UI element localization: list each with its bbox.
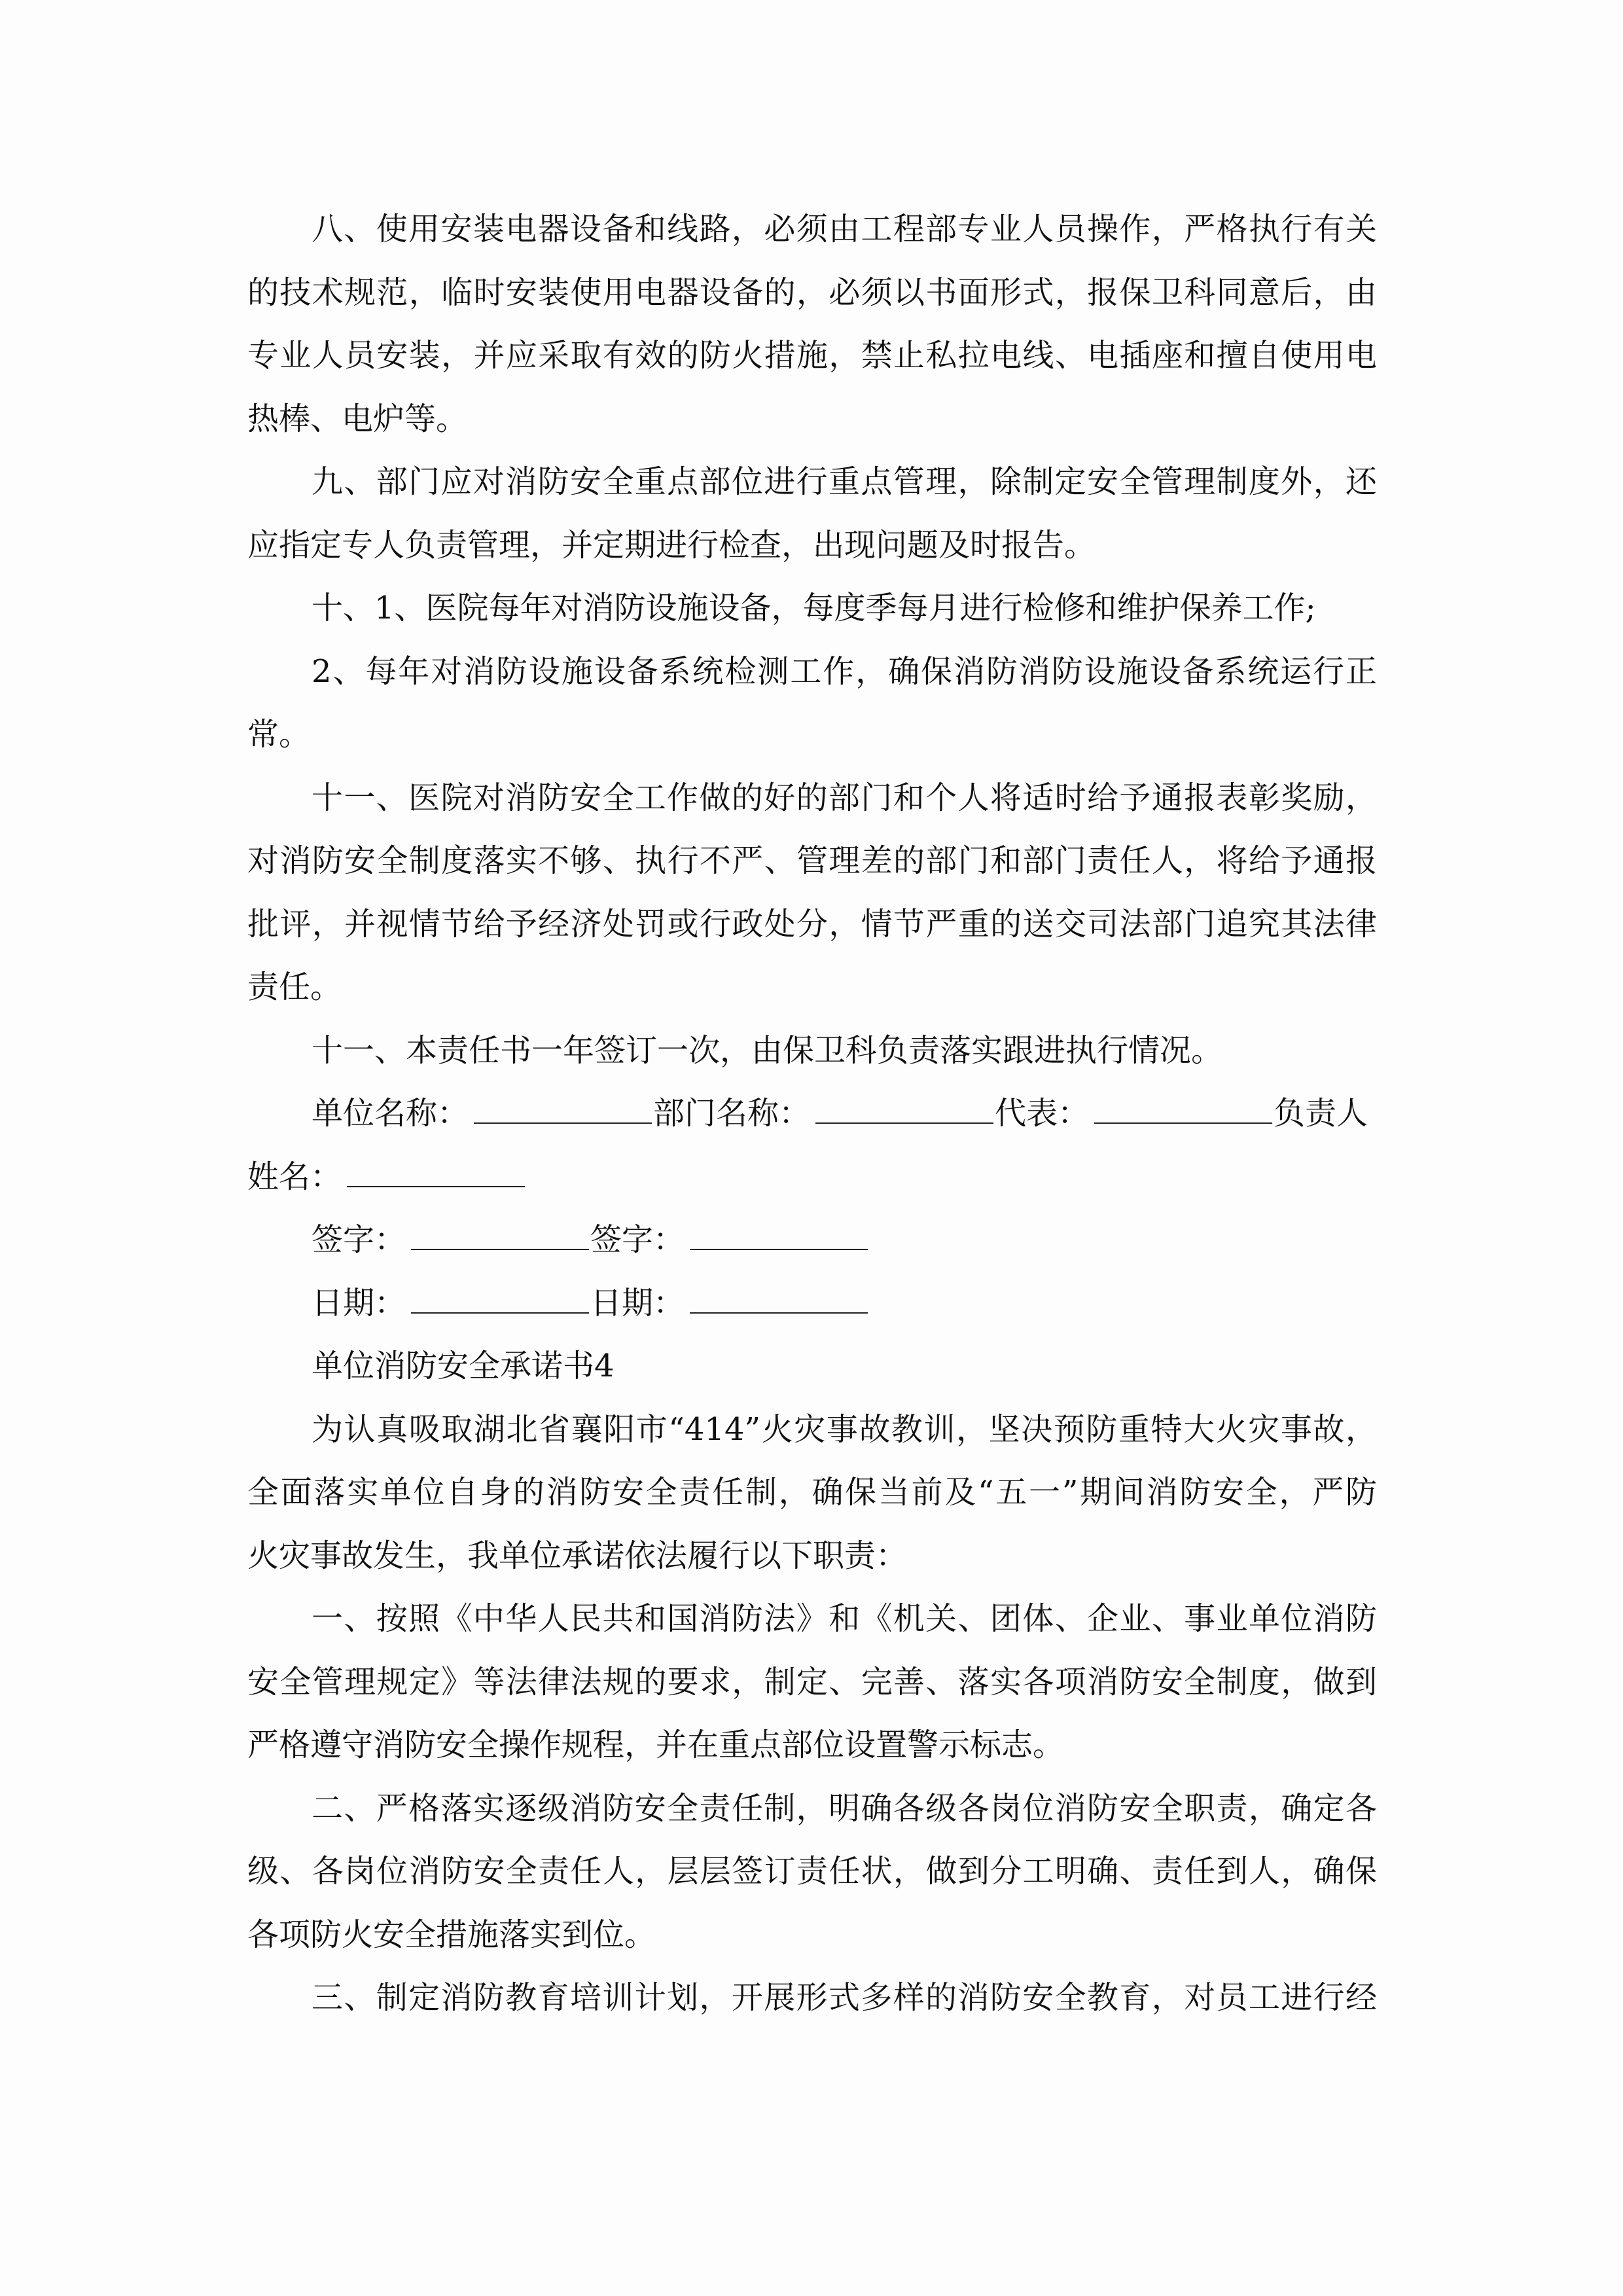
sign-field-2 <box>590 1219 869 1261</box>
representative-label: 代表： <box>995 1095 1090 1132</box>
intro-line-1: 为认真吸取湖北省襄阳市“414”火灾事故教训，坚决预防重特大火灾事故， <box>312 1410 1377 1448</box>
paragraph-9-line-1: 九、部门应对消防安全重点部位进行重点管理，除制定安全管理制度外，还 <box>312 463 1377 500</box>
intro-line-2: 全面落实单位自身的消防安全责任制，确保当前及“五一”期间消防安全，严防 <box>247 1474 1377 1511</box>
unit-name-label: 单位名称： <box>312 1095 469 1132</box>
paragraph-11-line-2: 对消防安全制度落实不够、执行不严、管理差的部门和部门责任人，将给予通报 <box>247 842 1377 879</box>
date-label-2: 日期： <box>590 1284 685 1321</box>
signature-row-sign <box>247 1219 1377 1282</box>
date-input-2[interactable] <box>690 1282 868 1314</box>
date-label-1: 日期： <box>312 1284 406 1321</box>
date-field-2 <box>590 1282 869 1324</box>
paragraph-9-line-2: 应指定专人负责管理，并定期进行检查，出现问题及时报告。 <box>247 526 1096 564</box>
signature-row-person <box>247 1156 1377 1219</box>
person-in-charge-label-part-1: 负责人 <box>1274 1095 1368 1132</box>
paragraph-11-line-1: 十一、医院对消防安全工作做的好的部门和个人将适时给予通报表彰奖励， <box>312 779 1377 816</box>
paragraph-11-line-3: 批评，并视情节给予经济处罚或行政处分，情节严重的送交司法部门追究其法律 <box>247 905 1377 942</box>
sign-input-2[interactable] <box>690 1219 868 1250</box>
paragraph-10-2-line-1: 2、每年对消防设施设备系统检测工作，确保消防消防设施设备系统运行正 <box>312 653 1377 690</box>
paragraph-8-line-4: 热棒、电炉等。 <box>247 400 468 437</box>
duty-1-line-3: 严格遵守消防安全操作规程，并在重点部位设置警示标志。 <box>247 1727 1065 1763</box>
duty-3-line-1: 三、制定消防教育培训计划，开展形式多样的消防安全教育，对员工进行经 <box>312 1979 1377 2016</box>
dept-name-field <box>653 1092 995 1134</box>
representative-input[interactable] <box>1094 1092 1272 1124</box>
person-name-field <box>247 1156 526 1198</box>
paragraph-8-line-3: 专业人员安装，并应采取有效的防火措施，禁止私拉电线、电插座和擅自使用电 <box>247 337 1377 374</box>
date-field-1 <box>312 1282 590 1324</box>
unit-name-input[interactable] <box>474 1092 652 1124</box>
sign-label-2: 签字： <box>590 1221 685 1258</box>
person-name-input[interactable] <box>347 1156 525 1187</box>
duty-2-line-3: 各项防火安全措施落实到位。 <box>247 1916 656 1953</box>
duty-1-line-1: 一、按照《中华人民共和国消防法》和《机关、团体、企业、事业单位消防 <box>312 1600 1377 1637</box>
dept-name-label: 部门名称： <box>653 1095 811 1132</box>
representative-field <box>995 1092 1274 1134</box>
section-title-4: 单位消防安全承诺书4 <box>312 1348 615 1384</box>
duty-1-line-2: 安全管理规定》等法律法规的要求，制定、完善、落实各项消防安全制度，做到 <box>247 1663 1377 1700</box>
paragraph-10-2-line-2: 常。 <box>247 716 311 753</box>
document-page <box>247 208 1377 2040</box>
sign-input-1[interactable] <box>411 1219 589 1250</box>
paragraph-11b: 十一、本责任书一年签订一次，由保卫科负责落实跟进执行情况。 <box>312 1031 1223 1069</box>
paragraph-8-line-1: 八、使用安装电器设备和线路，必须由工程部专业人员操作，严格执行有关 <box>312 211 1377 247</box>
unit-name-field <box>312 1092 653 1134</box>
duty-2-line-1: 二、严格落实逐级消防安全责任制，明确各级各岗位消防安全职责，确定各 <box>312 1789 1377 1827</box>
intro-line-3: 火灾事故发生，我单位承诺依法履行以下职责： <box>247 1537 908 1574</box>
paragraph-10-1: 十、1、医院每年对消防设施设备，每度季每月进行检修和维护保养工作; <box>312 590 1316 626</box>
sign-field-1 <box>312 1219 590 1261</box>
paragraph-8-line-2: 的技术规范，临时安装使用电器设备的，必须以书面形式，报保卫科同意后，由 <box>247 274 1377 311</box>
sign-label-1: 签字： <box>312 1221 406 1258</box>
duty-2-line-2: 级、各岗位消防安全责任人，层层签订责任状，做到分工明确、责任到人，确保 <box>247 1853 1377 1890</box>
signature-row-names <box>247 1092 1377 1156</box>
paragraph-11-line-4: 责任。 <box>247 969 342 1005</box>
person-in-charge-label-part-2: 姓名： <box>247 1158 342 1195</box>
signature-row-date <box>247 1282 1377 1346</box>
date-input-1[interactable] <box>411 1282 589 1314</box>
dept-name-input[interactable] <box>815 1092 993 1124</box>
